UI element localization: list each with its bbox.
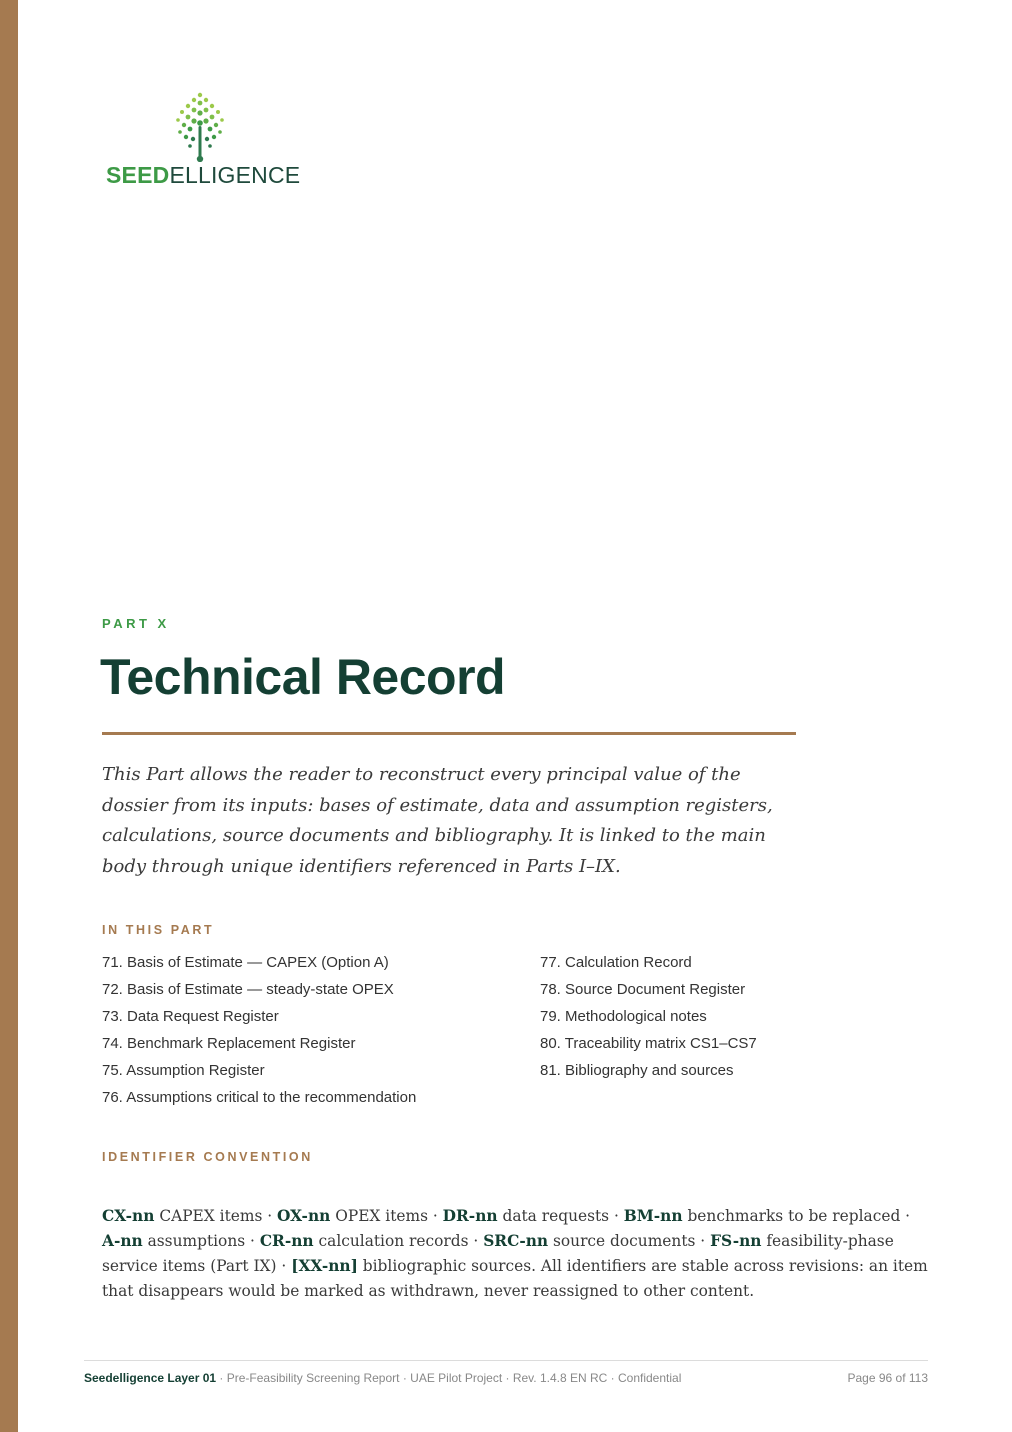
toc-column-left — [102, 953, 416, 1115]
part-introduction: This Part allows the reader to reconstruct every principal value of the dossier from its inputs: bases of estimate, data and assumption registers, calculations, source documents and bibliography. It is linked to the main body through unique identifiers referenced in Parts I–IX. — [102, 764, 773, 877]
identifier-description: calculation records · — [313, 1232, 484, 1250]
identifier-description: feasibility-phase service items (Part IX) · — [102, 1232, 894, 1275]
toc-item[interactable]: 74. Benchmark Replacement Register — [102, 1035, 356, 1052]
identifier-code: FS-nn — [710, 1232, 762, 1250]
toc-item[interactable]: 72. Basis of Estimate — steady-state OPEX — [102, 981, 394, 998]
identifier-convention-heading: IDENTIFIER CONVENTION — [102, 1150, 313, 1164]
toc-item[interactable]: 80. Traceability matrix CS1–CS7 — [540, 1035, 757, 1052]
identifier-code: SRC-nn — [483, 1232, 549, 1250]
seed-tree-icon — [168, 92, 232, 162]
part-label: PART X — [102, 616, 170, 631]
identifier-description: CAPEX items · — [154, 1207, 278, 1225]
identifier-description: OPEX items · — [330, 1207, 443, 1225]
in-this-part-heading: IN THIS PART — [102, 923, 215, 937]
footer-divider — [84, 1360, 928, 1361]
identifier-description: source documents · — [548, 1232, 711, 1250]
toc-item[interactable]: 79. Methodological notes — [540, 1008, 707, 1025]
side-accent-bar — [0, 0, 18, 1432]
identifier-description: assumptions · — [142, 1232, 260, 1250]
identifier-code: BM-nn — [623, 1207, 683, 1225]
footer-document-info — [84, 1371, 681, 1385]
identifier-code: [XX-nn] — [291, 1257, 358, 1275]
toc-item[interactable]: 73. Data Request Register — [102, 1008, 279, 1025]
toc-item[interactable]: 71. Basis of Estimate — CAPEX (Option A) — [102, 954, 389, 971]
identifier-code: CX-nn — [102, 1207, 155, 1225]
seedelligence-logo — [106, 92, 301, 192]
logo-wordmark-bold: SEED — [106, 162, 170, 188]
logo-wordmark-rest: ELLIGENCE — [169, 162, 301, 188]
toc-item[interactable]: 81. Bibliography and sources — [540, 1062, 734, 1079]
identifier-description: data requests · — [497, 1207, 624, 1225]
identifier-description: bibliographic sources. All identifiers are stable across revisions: an item that disappears would be marked as withdrawn, never reassigned to other content. — [102, 1257, 928, 1300]
identifier-convention-text — [102, 1204, 932, 1304]
toc-item[interactable]: 76. Assumptions critical to the recommendation — [102, 1089, 417, 1106]
toc-item[interactable]: 77. Calculation Record — [540, 954, 692, 971]
identifier-code: A-nn — [102, 1232, 143, 1250]
toc-item[interactable]: 78. Source Document Register — [540, 981, 746, 998]
identifier-code: OX-nn — [277, 1207, 331, 1225]
identifier-code: CR-nn — [259, 1232, 314, 1250]
page-title: Technical Record — [100, 649, 506, 705]
page-number: Page 96 of 113 — [847, 1371, 928, 1385]
footer-details: · Pre-Feasibility Screening Report · UAE Pilot Project · Rev. 1.4.8 EN RC · Confidential — [216, 1371, 682, 1385]
footer-brand: Seedelligence Layer 01 — [84, 1371, 217, 1385]
title-divider — [102, 732, 796, 735]
identifier-code: DR-nn — [442, 1207, 498, 1225]
logo-wordmark — [106, 162, 300, 189]
identifier-description: benchmarks to be replaced · — [682, 1207, 911, 1225]
toc-column-right — [540, 953, 757, 1088]
toc-item[interactable]: 75. Assumption Register — [102, 1062, 265, 1079]
